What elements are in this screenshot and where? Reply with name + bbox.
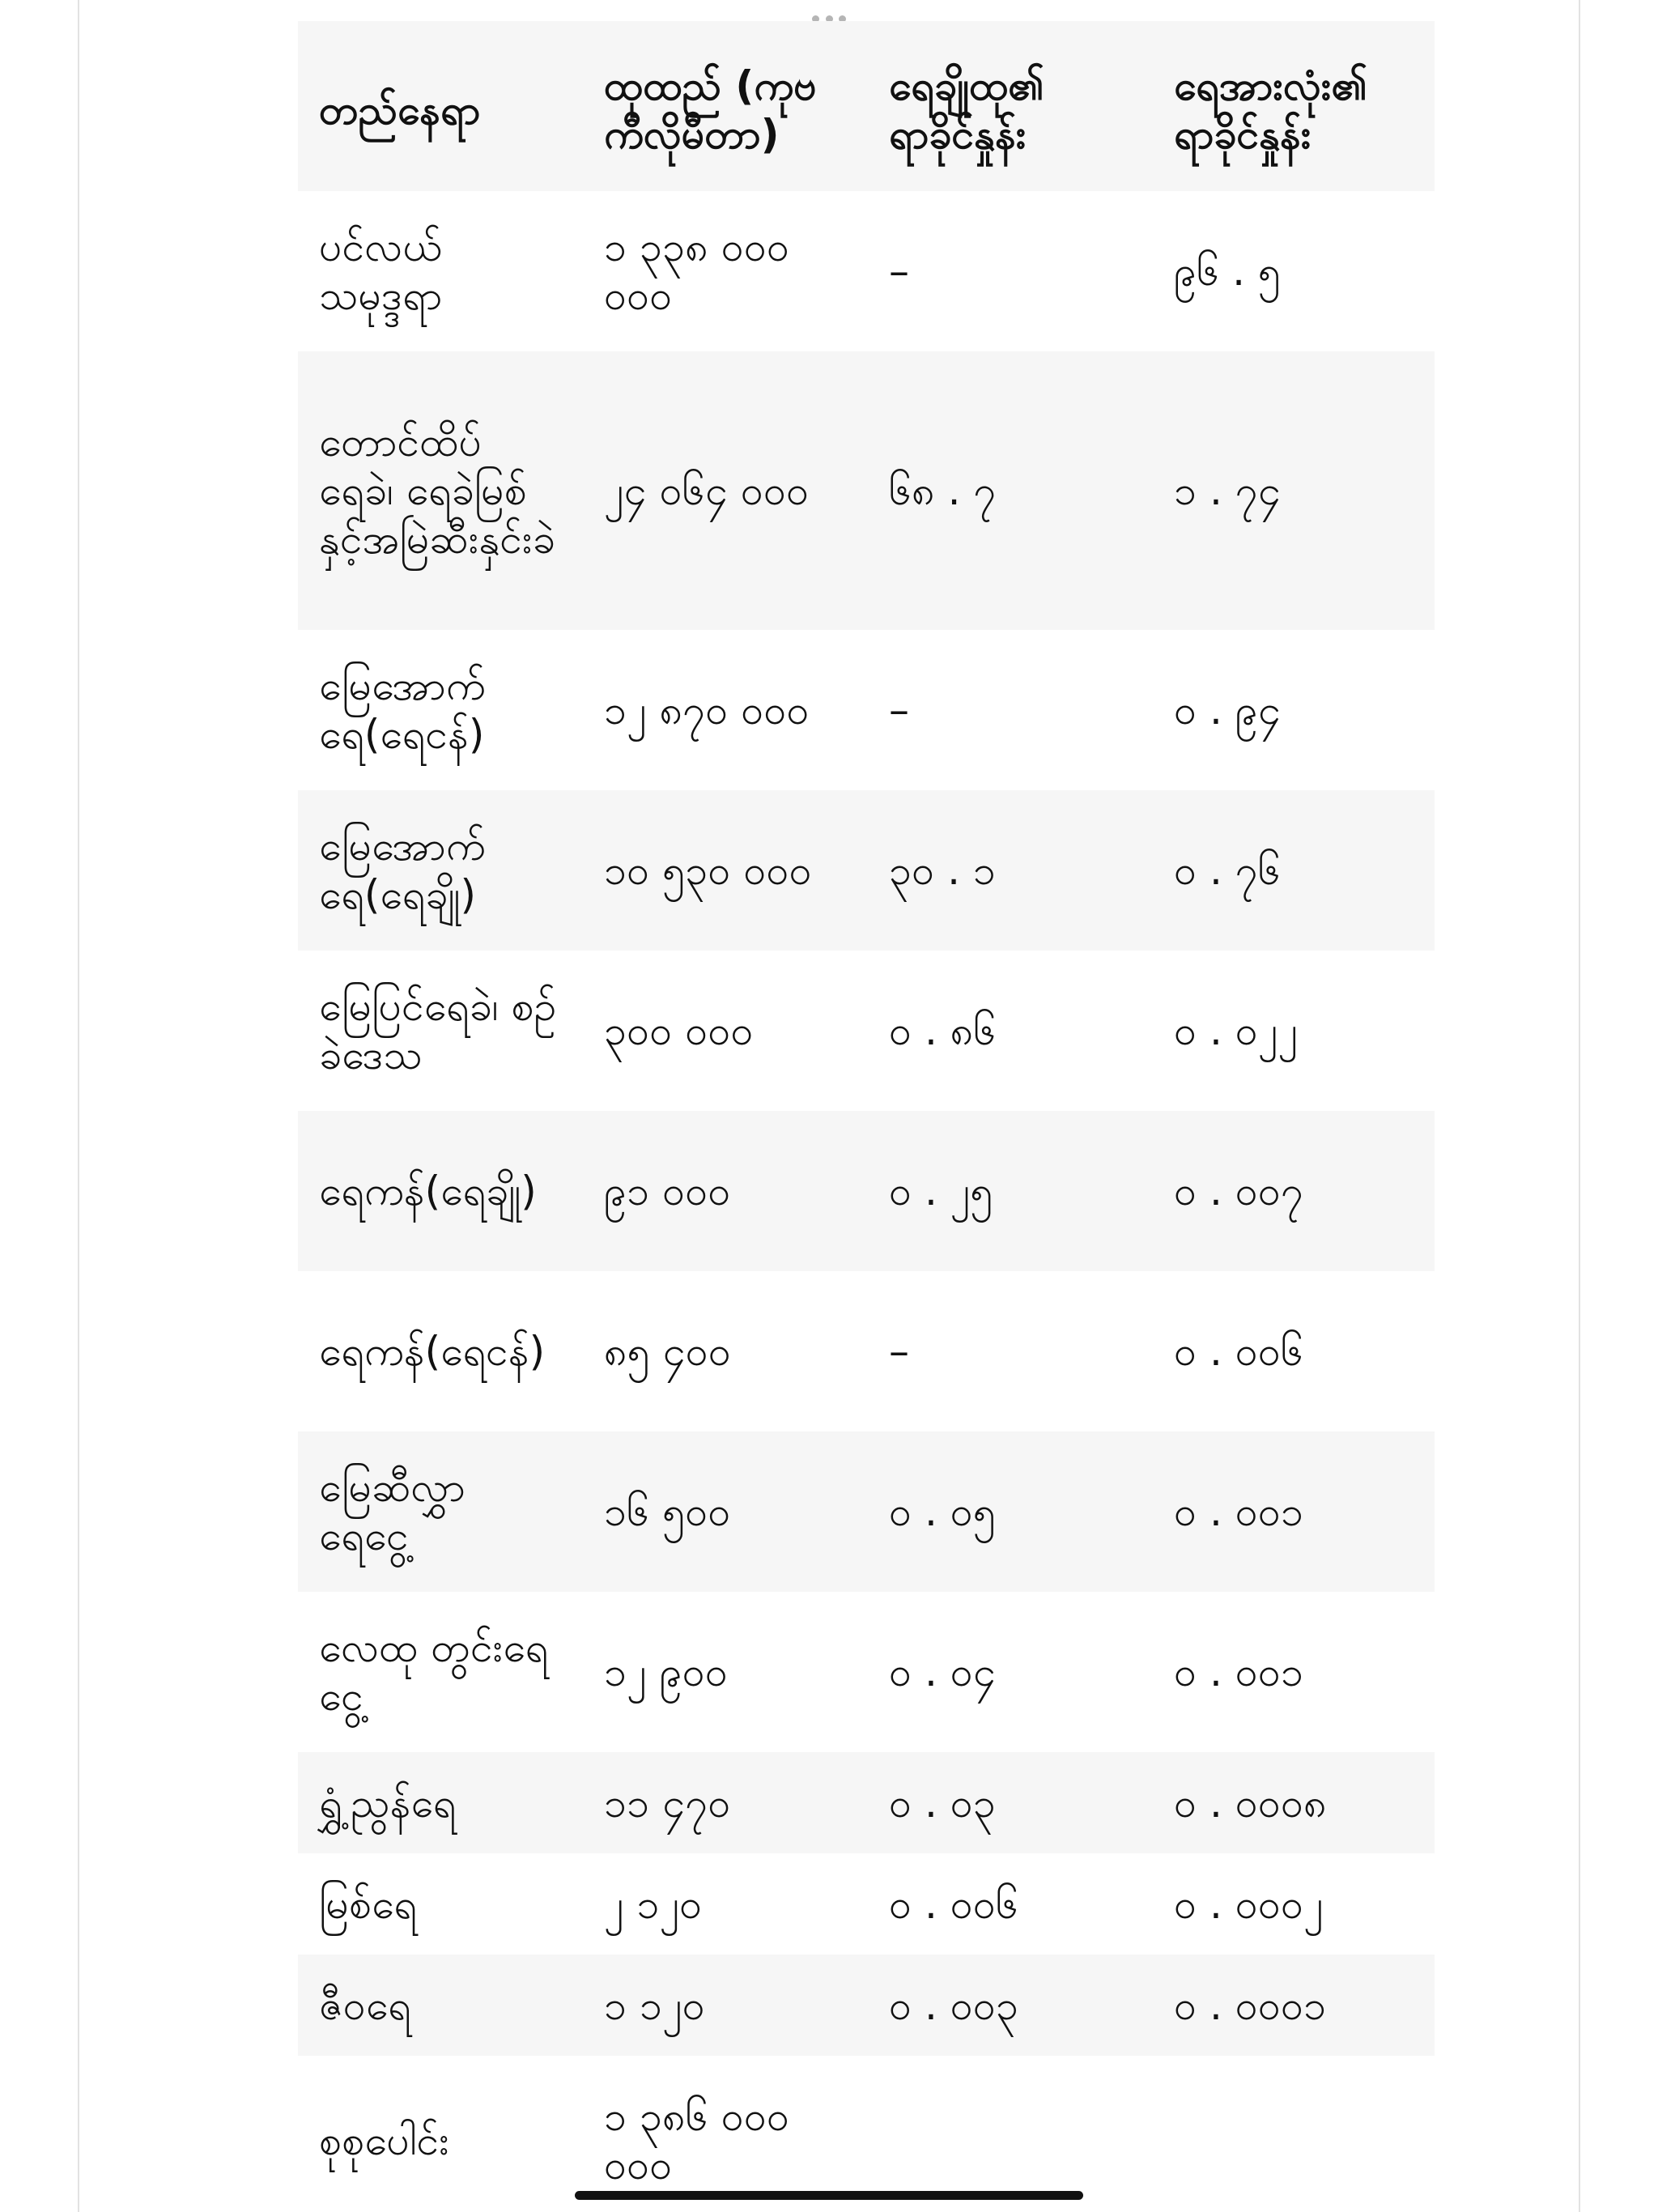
cell-location: ရေကန်(ရေချို)	[298, 1111, 583, 1271]
table-row	[298, 1752, 1435, 1853]
left-edge-divider	[78, 0, 79, 2212]
cell-volume: ၁၆ ၅၀၀	[583, 1431, 868, 1592]
cell-total-percent: ၀ . ၀၂၂	[1174, 1007, 1299, 1054]
table-row	[298, 1592, 1435, 1752]
cell-total-percent	[1153, 2056, 1435, 2212]
cell-freshwater-percent: ၀ . ၀၃	[868, 1752, 1153, 1853]
cell-total-percent: ၀ . ၀၀၁	[1153, 1431, 1435, 1592]
cell-freshwater-percent: ၀ . ၀၄	[889, 1648, 997, 1695]
cell-location: မြေအောက် ရေ(ရေချို)	[298, 790, 583, 951]
cell-freshwater-percent: ၀ . ၈၆	[889, 1007, 997, 1054]
cell-freshwater-percent: –	[889, 248, 909, 295]
table-row	[298, 790, 1435, 951]
cell-volume: ၁၂ ၈၇၀ ၀၀၀	[604, 687, 810, 734]
cell-freshwater-percent: ၀ . ၂၅	[868, 1111, 1153, 1271]
cell-location: ရေကန်(ရေငန်)	[319, 1328, 546, 1375]
cell-total-percent: ၀ . ၀၀၀၁	[1153, 1955, 1435, 2056]
cell-freshwater-percent: ၀ . ၀၀၃	[868, 1955, 1153, 2056]
cell-total-percent: ၀ . ၉၄	[1174, 687, 1282, 734]
right-edge-divider	[1579, 0, 1580, 2212]
cell-volume: ၁ ၃၃၈ ၀၀၀ ၀၀၀	[604, 223, 790, 319]
table-row	[298, 351, 1435, 630]
cell-volume: ၉၁ ၀၀၀	[583, 1111, 868, 1271]
cell-location: တောင်ထိပ် ရေခဲ၊ ရေခဲမြစ်နှင့်အမြဲဆီးနှင်းခဲ	[298, 351, 583, 630]
header-total-water-percent: ရေအားလုံး၏ ရာခိုင်နှုန်း	[1153, 21, 1435, 191]
cell-volume: ၁၀ ၅၃၀ ၀၀၀	[583, 790, 868, 951]
cell-location: ပင်လယ် သမုဒ္ဒရာ	[319, 223, 443, 319]
cell-location: မြစ်ရေ	[319, 1880, 417, 1928]
cell-location: ရွှံ့ညွန်ရေ	[298, 1752, 583, 1853]
table-row	[298, 951, 1435, 1111]
header-freshwater-percent: ရေချိုထု၏ ရာခိုင်နှုန်း	[868, 21, 1153, 191]
table-row-total	[298, 2056, 1435, 2212]
cell-freshwater-percent	[868, 2056, 1153, 2212]
cell-freshwater-percent: ၃၀ . ၁	[868, 790, 1153, 951]
cell-total-percent: ၁ . ၇၄	[1153, 351, 1435, 630]
table-row	[298, 1431, 1435, 1592]
table-row	[298, 1955, 1435, 2056]
cell-total-percent: ၉၆ . ၅	[1174, 248, 1282, 295]
cell-volume: ၈၅ ၄၀၀	[604, 1328, 731, 1375]
cell-volume: ၁၂ ၉၀၀	[604, 1648, 728, 1695]
cell-total-percent: ၀ . ၀၀၇	[1153, 1111, 1435, 1271]
table-row	[298, 1111, 1435, 1271]
cell-volume: ၁ ၁၂၀	[583, 1955, 868, 2056]
table-row	[298, 630, 1435, 790]
cell-location: စုစုပေါင်း	[319, 2117, 449, 2164]
cell-location: ဇီဝရေ	[298, 1955, 583, 2056]
cell-location: မြေဆီလွှာ ရေငွေ့	[298, 1431, 583, 1592]
cell-freshwater-percent: ၀ . ၀၅	[868, 1431, 1153, 1592]
cell-volume: ၂ ၁၂၀	[604, 1880, 703, 1928]
header-volume: ထုထည် (ကုဗ ကီလိုမီတာ)	[583, 21, 868, 191]
cell-volume: ၁ ၃၈၆ ၀၀၀ ၀၀၀	[604, 2093, 790, 2189]
cell-volume: ၃၀၀ ၀၀၀	[604, 1007, 754, 1054]
cell-freshwater-percent: ၀ . ၀၀၆	[889, 1880, 1019, 1928]
cell-freshwater-percent: ၆၈ . ၇	[868, 351, 1153, 630]
cell-volume: ၁၁ ၄၇၀	[583, 1752, 868, 1853]
table-row	[298, 191, 1435, 351]
home-indicator[interactable]	[575, 2191, 1083, 2200]
cell-freshwater-percent: –	[889, 1328, 909, 1375]
header-location: တည်နေရာ	[298, 21, 583, 191]
cell-location: မြေအောက် ရေ(ရေငန်)	[319, 662, 486, 758]
cell-freshwater-percent: –	[889, 687, 909, 734]
cell-volume: ၂၄ ၀၆၄ ၀၀၀	[583, 351, 868, 630]
water-distribution-table	[298, 21, 1435, 2212]
table-header-row	[298, 21, 1435, 191]
table-row	[298, 1271, 1435, 1431]
cell-location: လေထု တွင်းရေငွေ့	[319, 1624, 549, 1720]
cell-total-percent: ၀ . ၀၀၀၂	[1174, 1880, 1324, 1928]
cell-location: မြေပြင်ရေခဲ၊ စဉ်ခဲဒေသ	[319, 983, 557, 1078]
cell-total-percent: ၀ . ၀၀၀၈	[1153, 1752, 1435, 1853]
table-row	[298, 1853, 1435, 1955]
cell-total-percent: ၀ . ၀၀၆	[1174, 1328, 1304, 1375]
cell-total-percent: ၀ . ၇၆	[1153, 790, 1435, 951]
cell-total-percent: ၀ . ၀၀၁	[1174, 1648, 1304, 1695]
